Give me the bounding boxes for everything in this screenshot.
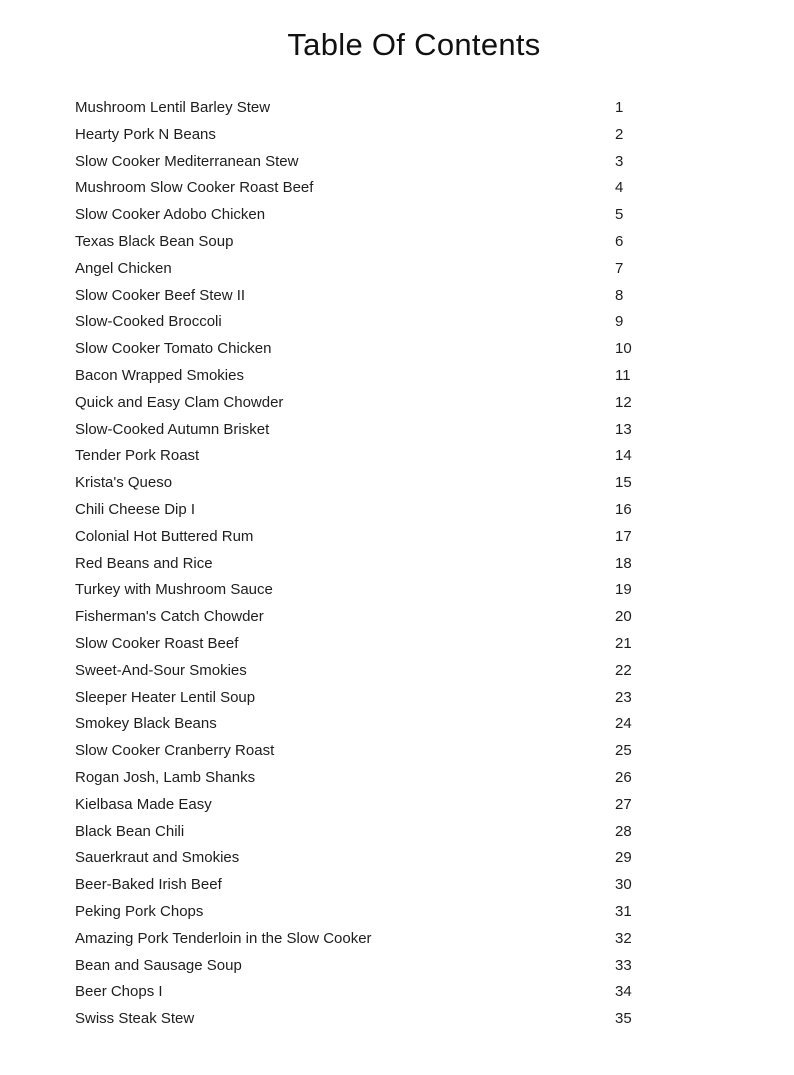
toc-entry-title: Sweet-And-Sour Smokies [75,661,247,679]
toc-entry-title: Rogan Josh, Lamb Shanks [75,768,256,786]
toc-entry-title: Slow-Cooked Autumn Brisket [75,420,270,438]
toc-entry-page-number: 8 [615,286,624,304]
toc-entry-page-number: 16 [615,500,632,518]
toc-entry [75,953,645,980]
toc-entry-title: Sauerkraut and Smokies [75,849,240,867]
toc-entry-title: Beer Chops I [75,983,163,1001]
toc-entry-title: Peking Pork Chops [75,902,204,920]
toc-entry [75,175,645,202]
toc-entry [75,283,645,310]
toc-entry-page-number: 14 [615,447,632,465]
toc-entry-page-number: 26 [615,768,632,786]
toc-entry-title: Red Beans and Rice [75,554,213,572]
toc-entry-page-number: 13 [615,420,632,438]
toc-entry-page-number: 30 [615,876,632,894]
toc-entry-page-number: 12 [615,393,632,411]
toc-entry [75,979,645,1006]
toc-entry-title: Kielbasa Made Easy [75,795,212,813]
toc-entry-page-number: 7 [615,259,624,277]
toc-entry-title: Slow Cooker Cranberry Roast [75,742,275,760]
toc-entry [75,497,645,524]
toc-entry [75,765,645,792]
toc-entry-title: Smokey Black Beans [75,715,217,733]
toc-entry [75,443,645,470]
toc-entry-title: Angel Chicken [75,259,172,277]
toc-entry [75,95,645,122]
toc-entry-page-number: 19 [615,581,632,599]
toc-entry [75,417,645,444]
toc-entry-page-number: 2 [615,125,624,143]
toc-entry-title: Slow Cooker Adobo Chicken [75,206,266,224]
toc-entry-page-number: 24 [615,715,632,733]
toc-entry [75,604,645,631]
toc-entry-page-number: 10 [615,340,632,358]
toc-entry-title: Slow Cooker Roast Beef [75,634,239,652]
toc-entry-page-number: 5 [615,206,624,224]
toc-entry [75,577,645,604]
toc-entry-title: Krista's Queso [75,474,173,492]
toc-entry-title: Mushroom Slow Cooker Roast Beef [75,179,314,197]
toc-entry-title: Chili Cheese Dip I [75,500,196,518]
toc-entry-page-number: 32 [615,929,632,947]
toc-entry-title: Tender Pork Roast [75,447,200,465]
toc-entry-page-number: 4 [615,179,624,197]
toc-entry [75,631,645,658]
toc-entry-page-number: 20 [615,608,632,626]
toc-entry [75,336,645,363]
toc-entry-title: Sleeper Heater Lentil Soup [75,688,256,706]
toc-entry [75,819,645,846]
toc-entry-title: Bacon Wrapped Smokies [75,366,244,384]
toc-entry-page-number: 11 [615,366,631,384]
toc-entry-title: Turkey with Mushroom Sauce [75,581,273,599]
toc-entry-title: Bean and Sausage Soup [75,956,242,974]
toc-entry [75,872,645,899]
toc-entry-title: Colonial Hot Buttered Rum [75,527,254,545]
toc-entry-title: Texas Black Bean Soup [75,232,234,250]
toc-entry [75,309,645,336]
toc-entry [75,551,645,578]
page-title: Table Of Contents [287,27,541,62]
toc-entry-page-number: 15 [615,474,632,492]
toc-entry-title: Slow Cooker Mediterranean Stew [75,152,299,170]
toc-entry-title: Beer-Baked Irish Beef [75,876,222,894]
toc-entry-page-number: 17 [615,527,632,545]
toc-entry-page-number: 22 [615,661,632,679]
table-of-contents [75,95,645,1033]
toc-entry-page-number: 27 [615,795,632,813]
toc-entry [75,229,645,256]
toc-entry-page-number: 35 [615,1010,632,1028]
toc-entry [75,470,645,497]
toc-entry-page-number: 34 [615,983,632,1001]
toc-entry-page-number: 23 [615,688,632,706]
toc-entry [75,122,645,149]
toc-entry [75,926,645,953]
toc-entry-page-number: 3 [615,152,624,170]
toc-entry [75,1006,645,1033]
toc-entry-page-number: 6 [615,232,624,250]
toc-entry [75,899,645,926]
toc-entry [75,363,645,390]
toc-entry-page-number: 18 [615,554,632,572]
toc-entry-title: Slow-Cooked Broccoli [75,313,222,331]
toc-entry-page-number: 29 [615,849,632,867]
toc-entry-page-number: 28 [615,822,632,840]
toc-entry [75,256,645,283]
toc-entry-title: Slow Cooker Beef Stew II [75,286,246,304]
toc-entry [75,738,645,765]
toc-entry-title: Mushroom Lentil Barley Stew [75,99,271,116]
toc-entry [75,711,645,738]
toc-entry [75,658,645,685]
toc-entry [75,149,645,176]
toc-entry-title: Hearty Pork N Beans [75,125,216,143]
toc-entry [75,390,645,417]
toc-entry-page-number: 9 [615,313,624,331]
toc-entry-page-number: 1 [615,99,624,116]
toc-entry-title: Slow Cooker Tomato Chicken [75,340,272,358]
toc-entry [75,202,645,229]
toc-entry [75,845,645,872]
toc-entry-title: Fisherman's Catch Chowder [75,608,264,626]
toc-entry-page-number: 33 [615,956,632,974]
toc-entry [75,685,645,712]
toc-entry-title: Amazing Pork Tenderloin in the Slow Cooker [75,929,372,947]
toc-entry-title: Black Bean Chili [75,822,185,840]
toc-entry-page-number: 25 [615,742,632,760]
toc-entry [75,524,645,551]
toc-entry-title: Quick and Easy Clam Chowder [75,393,284,411]
toc-entry-page-number: 31 [615,902,632,920]
toc-entry [75,792,645,819]
toc-entry-title: Swiss Steak Stew [75,1010,195,1028]
toc-entry-page-number: 21 [615,634,632,652]
